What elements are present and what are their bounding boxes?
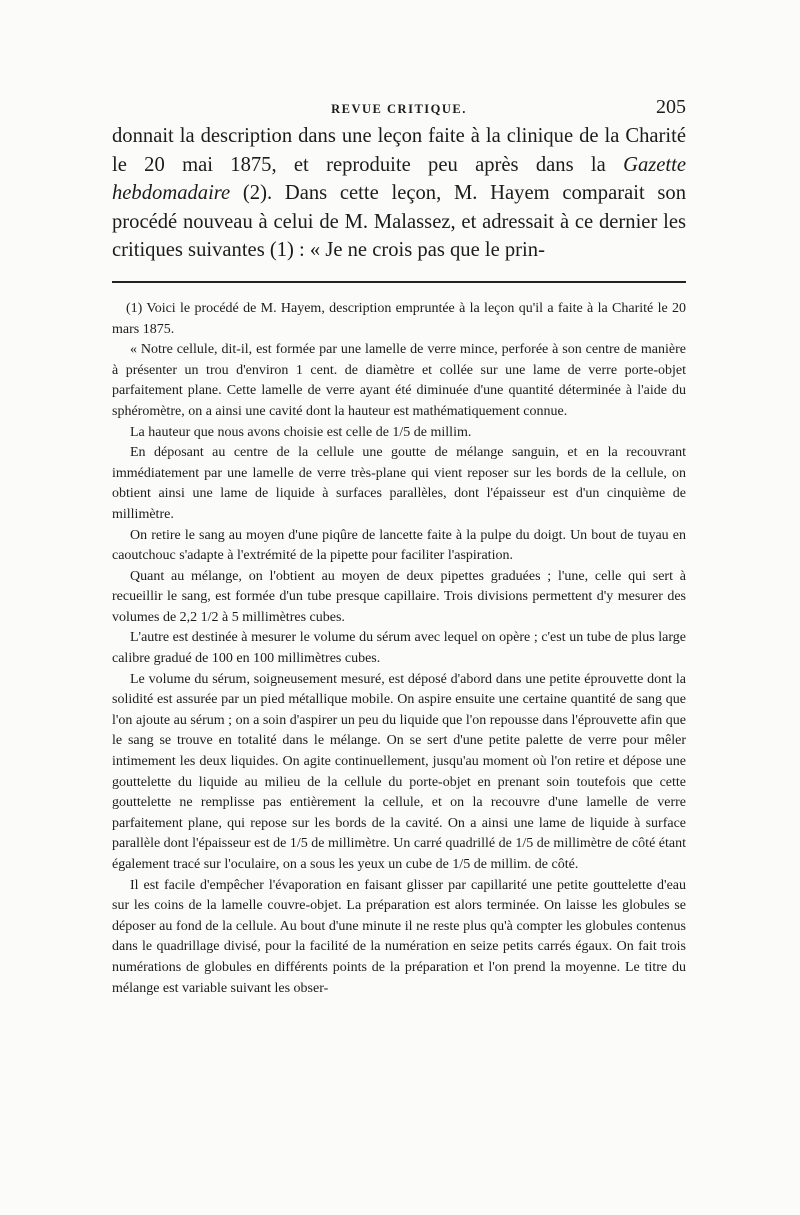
footnote-paragraph: On retire le sang au moyen d'une piqûre de lancette faite à la pulpe du doigt. Un bout de tuyau en caoutchouc s'adapte à l'extrémité de la pipette pour faciliter l'aspiration.	[112, 527, 686, 564]
footnote-1-intro: (1) Voici le procédé de M. Hayem, description empruntée à la leçon qu'il a faite à la Charité le 20 mars 1875.	[112, 300, 686, 337]
footnote-paragraph: Quant au mélange, on l'obtient au moyen de deux pipettes graduées ; l'une, celle qui sert à recueillir le sang, est formée d'un tube presque capillaire. Trois divisions permettent d'y mesurer des volumes de 2,2 1/2 à 5 millimètres cubes.	[112, 568, 686, 625]
page-number: 205	[656, 96, 686, 118]
footnotes	[112, 299, 686, 999]
footnote-paragraph: L'autre est destinée à mesurer le volume du sérum avec lequel on opère ; c'est un tube de plus large calibre gradué de 100 en 100 millimètres cubes.	[112, 630, 686, 667]
footnote-paragraph: Le volume du sérum, soigneusement mesuré, est déposé d'abord dans une petite éprouvette dont la solidité est assurée par un pied métallique mobile. On aspire ensuite une certaine quantité de sang que l'on ajoute au sérum ; on a soin d'aspirer un peu du liquide que l'on repousse dans l'éprouvette afin que le sang se trouve en totalité dans le mélange. On se sert d'une petite palette de verre pour mêler intimement les deux liquides. On agite continuellement, jusqu'au moment où l'on retire et dépose une gouttelette du liquide au milieu de la cellule du porte-objet en prenant soin toutefois que cette gouttelette ne remplisse pas entièrement la cellule, et on la recouvre d'une lamelle de verre parfaitement plane, qui repose sur les bords de la cavité. On a ainsi une lame de liquide à surface parallèle dont l'épaisseur est de 1/5 de millimètre. Un carré quadrillé de 1/5 de millimètre de côté étant également tracé sur l'oculaire, on a sous les yeux un cube de 1/5 de millim. de côté.	[112, 671, 686, 872]
footnote-paragraph: La hauteur que nous avons choisie est celle de 1/5 de millim.	[130, 424, 472, 440]
main-text-part2: (2). Dans cette leçon, M. Hayem comparait son procédé nouveau à celui de M. Malassez, et adressait à ce dernier les critiques suivantes (1) : « Je ne crois pas que le prin-	[112, 182, 686, 262]
footnote-paragraph: « Notre cellule, dit-il, est formée par une lamelle de verre mince, perforée à son centre de manière à présenter un trou d'environ 1 cent. de diamètre et collée sur une lame de verre porte-objet parfaitement plane. Cette lamelle de verre ayant été diminuée d'une quantité déterminée à l'aide du sphéromètre, on a ainsi une cavité dont la hauteur est mathématiquement connue.	[112, 342, 686, 419]
main-text-part1: donnait la description dans une leçon faite à la clinique de la Charité le 20 mai 1875, et reproduite peu après dans la	[112, 125, 686, 176]
footnote-paragraph: En déposant au centre de la cellule une goutte de mélange sanguin, et en la recouvrant immédiatement par une lamelle de verre très-plane qui vient reposer sur les bords de la cellule, on obtient ainsi une lame de liquide à surfaces parallèles, dont l'épaisseur est d'un cinquième de millimètre.	[112, 445, 686, 522]
running-title: REVUE CRITIQUE.	[331, 102, 467, 116]
page-header	[112, 96, 686, 122]
main-paragraph	[112, 122, 686, 265]
page	[112, 96, 686, 999]
footnote-rule	[112, 281, 686, 283]
journal-title: Gazette hebdomadaire	[112, 153, 686, 205]
footnote-paragraph: Il est facile d'empêcher l'évaporation en faisant glisser par capillarité une petite gouttelette d'eau sur les coins de la lamelle couvre-objet. La préparation est alors terminée. On laisse les globules se déposer au fond de la cellule. Au bout d'une minute il ne reste plus qu'à compter les globules contenus dans le quadrillage divisé, pour la facilité de la numération en seize petits carrés égaux. On fait trois numérations de globules en différents points de la préparation et l'on prend la moyenne. Le titre du mélange est variable suivant les obser-	[112, 877, 686, 996]
